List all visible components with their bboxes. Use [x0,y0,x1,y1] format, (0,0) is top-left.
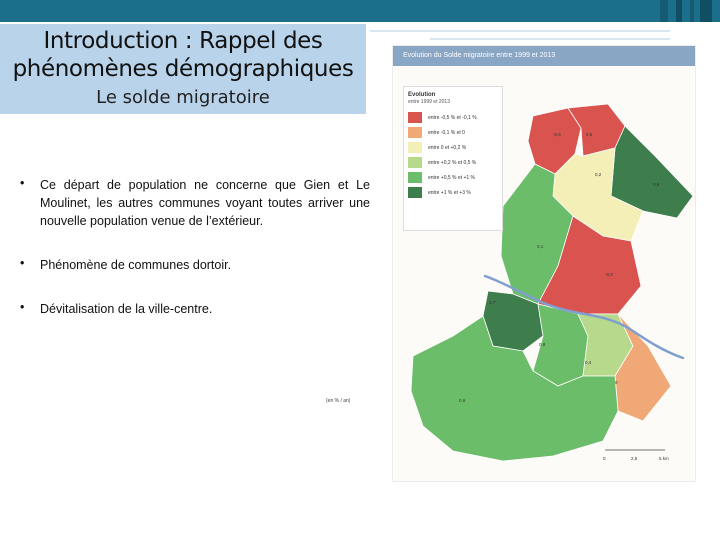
map-value-label: 0,1 [537,244,544,249]
legend-item [408,140,498,155]
map-value-label: -0,5 [553,132,561,137]
map-legend [403,86,503,231]
legend-label: entre -0,5 % et -0,1 % [428,114,477,121]
legend-swatch [408,187,422,198]
bullet-text-plain: Ce départ de population ne concerne que Gien et Le Moulinet, [40,178,370,210]
decorative-line [430,38,670,40]
bullet-list [20,176,370,344]
bullet-text-end: . [259,214,264,228]
banner-stripe [700,0,712,22]
title-box [0,24,366,114]
legend-subtitle: entre 1999 et 2013 [408,99,450,105]
bullet-marker: • [20,176,25,190]
banner-stripe [690,0,694,22]
map-value-label: -0,3 [605,272,613,277]
legend-item [408,155,498,170]
bullet-text [40,176,370,230]
map-value-label: 0,6 [459,398,466,403]
legend-item [408,170,498,185]
bullet-text-strong: Dévitalisation de la ville-centre. [40,302,213,316]
legend-item [408,110,498,125]
bullet-item [20,176,370,230]
map-value-label: 0,5 [586,132,593,137]
bullet-text [40,256,231,274]
map-value-label: 0,6 [653,182,660,187]
legend-label: entre +0,5 % et +1 % [428,174,475,181]
legend-label: entre -0,1 % et 0 [428,129,465,136]
map-header: Evolution du Solde migratoire entre 1999 et 2013 [393,46,695,66]
bullet-text [40,300,212,318]
top-banner [0,0,720,22]
banner-stripe [676,0,682,22]
slide-title-line1: Introduction : Rappel des [43,28,323,54]
legend-label: entre 0 et +0,2 % [428,144,467,151]
bullet-item [20,300,370,318]
banner-stripe [660,0,668,22]
legend-label: entre +0,2 % et 0,5 % [428,159,477,166]
legend-swatch [408,127,422,138]
map-value-label: 0,8 [539,342,546,347]
map-value-label: 1,7 [489,300,496,305]
map-value-label: 0 [615,380,618,385]
bullet-item [20,256,370,274]
scale-label: 2,5 [631,456,638,461]
legend-swatch [408,112,422,123]
bullet-marker: • [20,256,25,270]
bullet-text-strong: les autres communes voyant toutes arriver une nouvelle population venue de l’extérieur [40,196,370,228]
bullet-marker: • [20,300,25,314]
legend-swatch [408,157,422,168]
legend-swatch [408,142,422,153]
decorative-line [370,30,670,32]
legend-item [408,185,498,200]
slide-title [0,24,366,83]
slide-subtitle: Le solde migratoire [96,87,270,108]
scale-label: 5 km [659,456,669,461]
migration-map-image [392,45,696,482]
legend-swatch [408,172,422,183]
legend-item [408,125,498,140]
scale-label: 0 [603,456,606,461]
bullet-text-strong: Phénomène de communes dortoir. [40,258,232,272]
map-value-label: 0,4 [585,360,592,365]
legend-label: entre +1 % et +3 % [428,189,471,196]
unit-note: (en % / an) [326,398,351,404]
legend-title: Evolution [408,92,436,98]
map-value-label: 0,2 [595,172,602,177]
slide-title-line2: phénomènes démographiques [12,56,354,82]
